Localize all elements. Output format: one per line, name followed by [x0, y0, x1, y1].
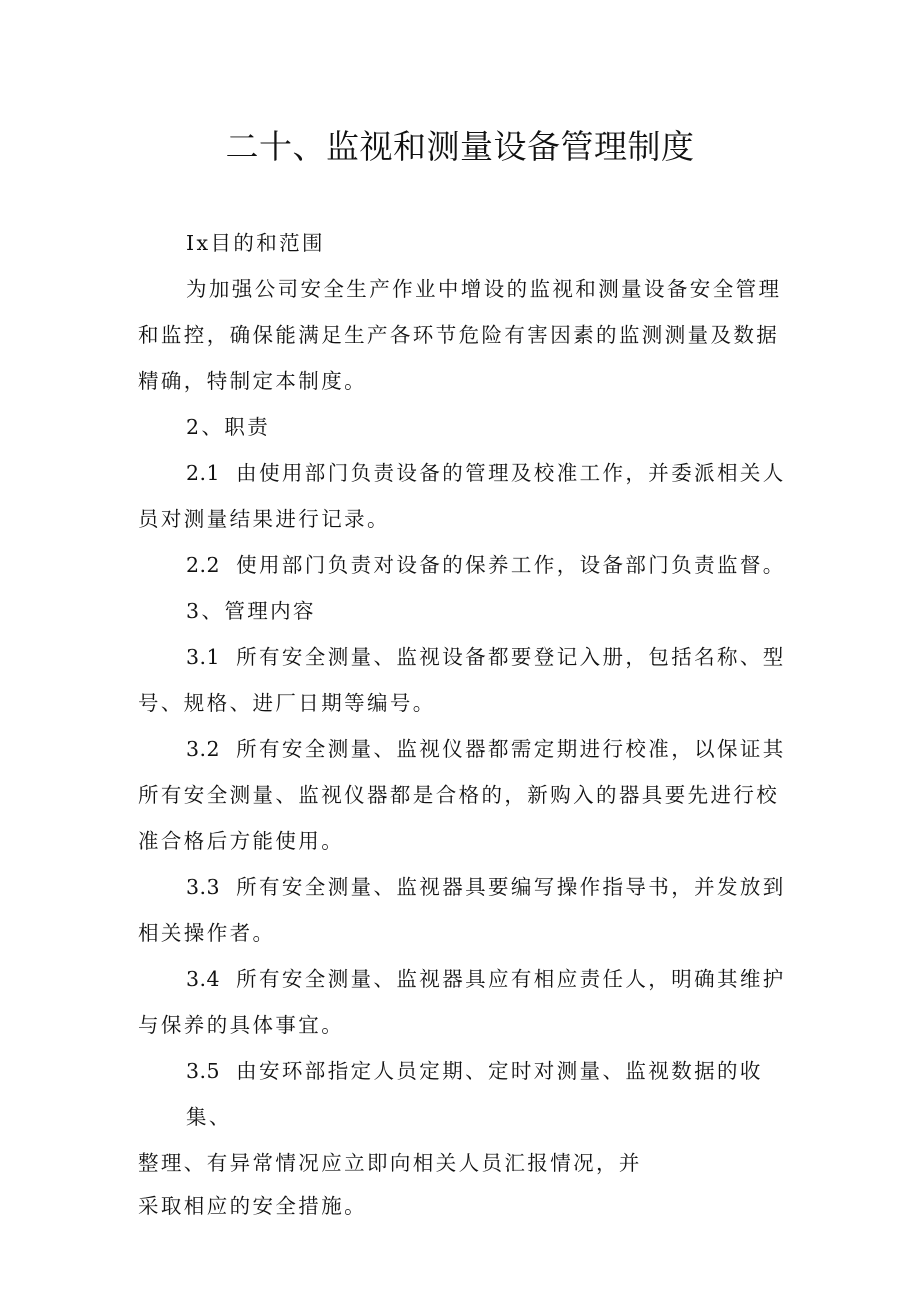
clause-number: 3.1	[186, 645, 221, 669]
clause-number: 3.2	[186, 737, 221, 761]
section-heading-duties	[138, 404, 790, 450]
paragraph-3-4	[138, 956, 790, 1048]
paragraph-line: 员对测量结果进行记录。	[138, 507, 390, 531]
clause-text: 所有安全测量、监视器具应有相应责任人，明确其维护	[236, 967, 786, 991]
document-body	[138, 220, 790, 1226]
page-title: 二十、监视和测量设备管理制度	[225, 127, 695, 166]
clause-text: 由使用部门负责设备的管理及校准工作，并委派相关人	[236, 461, 786, 485]
paragraph-line	[138, 1048, 790, 1140]
heading-text: 2、职责	[186, 415, 271, 439]
paragraph-line: 整理、有异常情况应立即向相关人员汇报情况，并	[138, 1151, 642, 1175]
paragraph-3-3	[138, 864, 790, 956]
heading-text: Ix目的和范围	[186, 231, 325, 255]
clause-text: 所有安全测量、监视仪器都需定期进行校准，以保证其	[236, 737, 786, 761]
paragraph-line: 准合格后方能使用。	[138, 829, 345, 853]
paragraph-3-2	[138, 726, 790, 864]
paragraph-line: 精确，特制定本制度。	[138, 369, 367, 393]
paragraph-line: 采取相应的安全措施。	[138, 1194, 367, 1218]
paragraph-2-1	[138, 450, 790, 542]
clause-number: 3.3	[186, 875, 221, 899]
paragraph-line	[138, 956, 790, 1002]
heading-text: 3、管理内容	[186, 599, 316, 623]
clause-number: 3.5	[186, 1059, 221, 1083]
paragraph-purpose	[138, 266, 790, 404]
paragraph-3-5	[138, 1048, 790, 1226]
paragraph-line: 号、规格、进厂日期等编号。	[138, 691, 436, 715]
clause-text: 使用部门负责对设备的保养工作，设备部门负责监督。	[236, 553, 786, 577]
paragraph-line	[138, 726, 790, 772]
section-heading-purpose	[138, 220, 790, 266]
section-heading-management	[138, 588, 790, 634]
paragraph-line: 为加强公司安全生产作业中增设的监视和测量设备安全管理	[186, 277, 782, 301]
paragraph-line	[138, 634, 790, 680]
paragraph-line	[138, 450, 790, 496]
clause-number: 2.1	[186, 461, 221, 485]
clause-number: 2.2	[186, 553, 221, 577]
paragraph-line	[138, 864, 790, 910]
paragraph-line	[138, 542, 790, 588]
paragraph-line: 相关操作者。	[138, 921, 276, 945]
clause-text: 所有安全测量、监视设备都要登记入册，包括名称、型	[236, 645, 786, 669]
paragraph-line: 和监控，确保能满足生产各环节危险有害因素的监测测量及数据	[138, 323, 780, 347]
paragraph-3-1	[138, 634, 790, 726]
paragraph-line: 所有安全测量、监视仪器都是合格的，新购入的器具要先进行校	[138, 783, 780, 807]
clause-text: 由安环部指定人员定期、定时对测量、监视数据的收集、	[186, 1059, 763, 1129]
clause-text: 所有安全测量、监视器具要编写操作指导书，并发放到	[236, 875, 786, 899]
clause-number: 3.4	[186, 967, 221, 991]
paragraph-2-2	[138, 542, 790, 588]
paragraph-line: 与保养的具体事宜。	[138, 1013, 345, 1037]
